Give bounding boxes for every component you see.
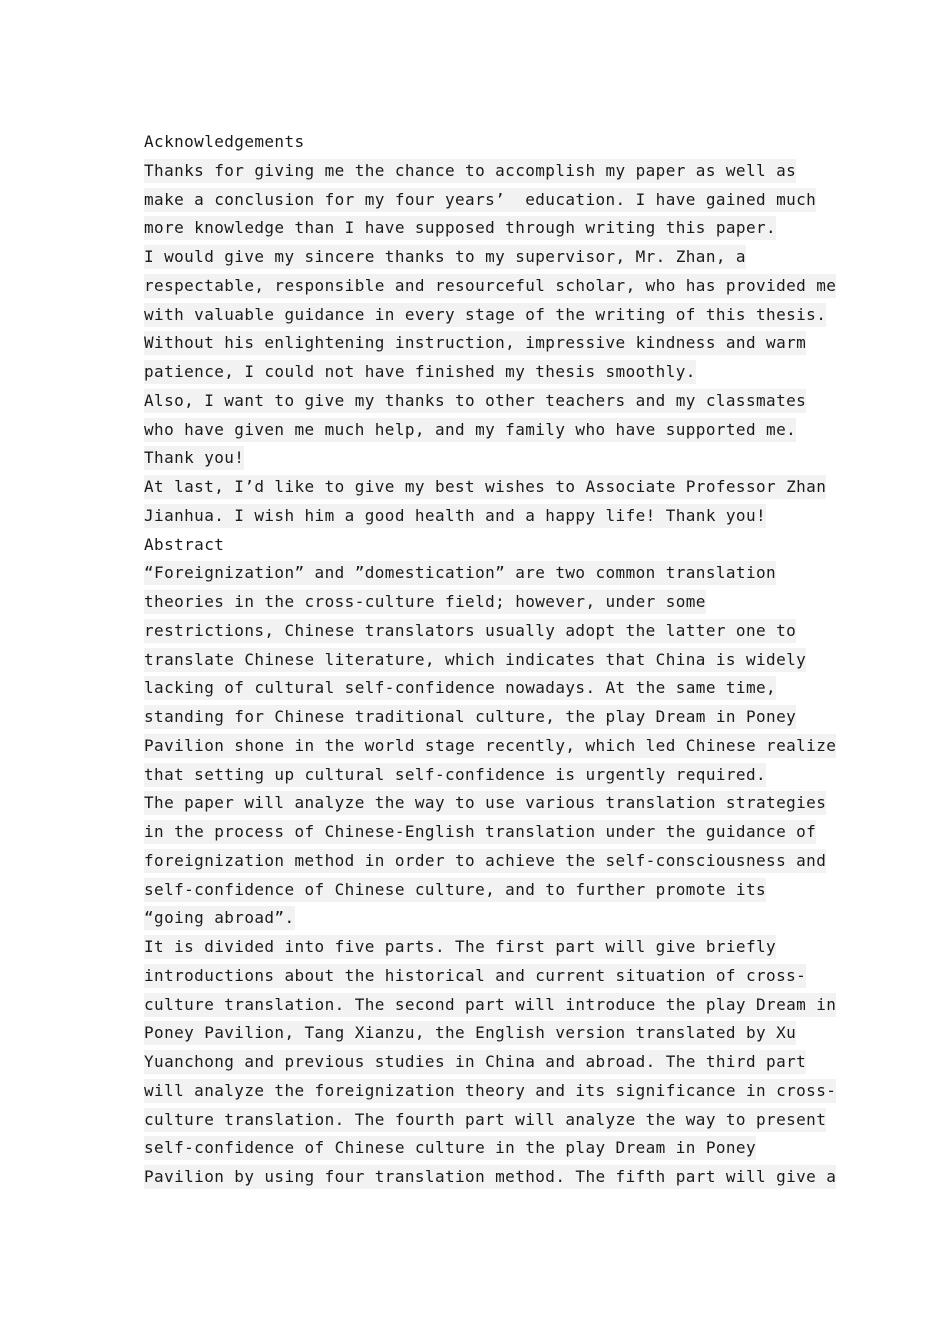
paragraph-line <box>144 876 824 905</box>
paragraph-line <box>144 301 827 330</box>
line-text: self-confidence of Chinese culture in the play Dream in Poney <box>144 1136 756 1160</box>
paragraph-line <box>144 473 827 502</box>
paragraph-line <box>144 818 824 847</box>
line-text: restrictions, Chinese translators usually adopt the latter one to <box>144 619 796 643</box>
line-text: Thank you! <box>144 446 244 470</box>
line-text: that setting up cultural self-confidence is urgently required. <box>144 763 766 787</box>
paragraph-line <box>144 904 824 933</box>
line-text: “Foreignization” and ”domestication” are two common translation <box>144 561 776 585</box>
paragraph-line <box>144 761 824 790</box>
paragraph-line <box>144 588 824 617</box>
paragraph-line <box>144 1077 837 1106</box>
paragraph-line <box>144 1019 824 1048</box>
line-text: lacking of cultural self-confidence nowadays. At the same time, <box>144 676 776 700</box>
line-text: Also, I want to give my thanks to other teachers and my classmates <box>144 389 806 413</box>
line-text: Jianhua. I wish him a good health and a happy life! Thank you! <box>144 504 766 528</box>
paragraph-line <box>144 243 824 272</box>
line-text: patience, I could not have finished my thesis smoothly. <box>144 360 696 384</box>
line-text: Pavilion shone in the world stage recently, which led Chinese realize <box>144 734 836 758</box>
line-text: I would give my sincere thanks to my supervisor, Mr. Zhan, a <box>144 245 746 269</box>
line-text: make a conclusion for my four years’ education. I have gained much <box>144 188 816 212</box>
paragraph-line <box>144 1134 824 1163</box>
paragraph-line <box>144 703 824 732</box>
line-text: respectable, responsible and resourceful scholar, who has provided me <box>144 274 836 298</box>
line-text: The paper will analyze the way to use various translation strategies <box>144 791 826 815</box>
paragraph-line <box>144 214 824 243</box>
line-text: Thanks for giving me the chance to accomplish my paper as well as <box>144 159 796 183</box>
line-text: translate Chinese literature, which indicates that China is widely <box>144 648 806 672</box>
line-text: will analyze the foreignization theory and its significance in cross- <box>144 1079 836 1103</box>
line-text: introductions about the historical and current situation of cross- <box>144 964 806 988</box>
paragraph-line <box>144 329 824 358</box>
document-body <box>144 128 837 1192</box>
paragraph-line <box>144 1163 837 1192</box>
line-text: who have given me much help, and my family who have supported me. <box>144 418 796 442</box>
paragraph-line <box>144 1048 824 1077</box>
paragraph-line <box>144 416 824 445</box>
paragraph-line <box>144 674 824 703</box>
paragraph-line <box>144 358 824 387</box>
line-text: standing for Chinese traditional culture, the play Dream in Poney <box>144 705 796 729</box>
line-text: At last, I’d like to give my best wishes to Associate Professor Zhan <box>144 475 826 499</box>
heading-acknowledgements <box>144 128 824 157</box>
line-text: foreignization method in order to achieve the self-consciousness and <box>144 849 826 873</box>
paragraph-line <box>144 991 837 1020</box>
line-text: theories in the cross-culture field; however, under some <box>144 590 706 614</box>
paragraph-line <box>144 732 837 761</box>
line-text: Without his enlightening instruction, impressive kindness and warm <box>144 331 806 355</box>
line-text: Yuanchong and previous studies in China and abroad. The third part <box>144 1050 806 1074</box>
line-text: more knowledge than I have supposed through writing this paper. <box>144 216 776 240</box>
line-text: in the process of Chinese-English translation under the guidance of <box>144 820 816 844</box>
paragraph-line <box>144 559 824 588</box>
paragraph-line <box>144 962 824 991</box>
line-text: Acknowledgements <box>144 132 305 151</box>
paragraph-line <box>144 186 824 215</box>
paragraph-line <box>144 789 827 818</box>
line-text: Abstract <box>144 534 225 554</box>
line-text: culture translation. The fourth part will analyze the way to present <box>144 1108 826 1132</box>
line-text: It is divided into five parts. The first part will give briefly <box>144 935 776 959</box>
line-text: Poney Pavilion, Tang Xianzu, the English version translated by Xu <box>144 1021 796 1045</box>
paragraph-line <box>144 1106 827 1135</box>
paragraph-line <box>144 157 824 186</box>
paragraph-line <box>144 847 827 876</box>
line-text: self-confidence of Chinese culture, and to further promote its <box>144 878 766 902</box>
heading-abstract <box>144 531 824 560</box>
line-text: with valuable guidance in every stage of the writing of this thesis. <box>144 303 826 327</box>
paragraph-line <box>144 387 824 416</box>
paragraph-line <box>144 646 824 675</box>
paragraph-line <box>144 502 824 531</box>
line-text: “going abroad”. <box>144 906 295 930</box>
paragraph-line <box>144 444 824 473</box>
paragraph-line <box>144 933 824 962</box>
paragraph-line <box>144 617 824 646</box>
line-text: culture translation. The second part will introduce the play Dream in <box>144 993 836 1017</box>
paragraph-line <box>144 272 837 301</box>
line-text: Pavilion by using four translation method. The fifth part will give a <box>144 1165 836 1189</box>
